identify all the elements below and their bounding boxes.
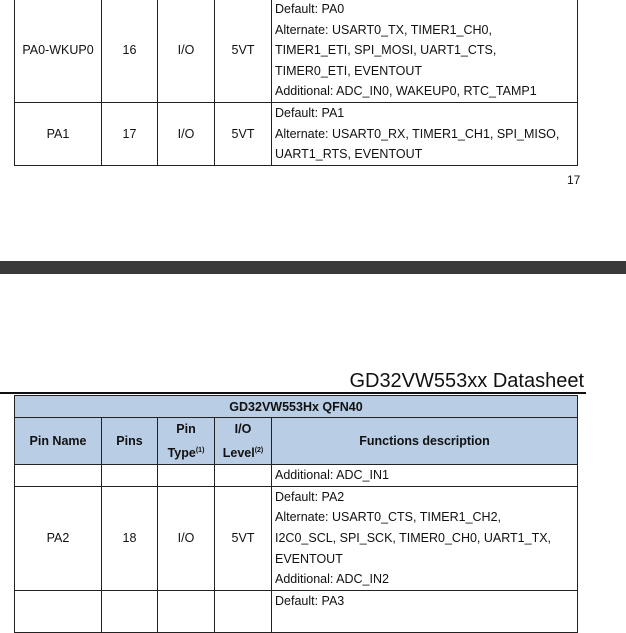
function-line: I2C0_SCL, SPI_SCK, TIMER0_CH0, UART1_TX, xyxy=(275,530,552,545)
table-row xyxy=(15,465,578,487)
table-header-row xyxy=(15,418,578,465)
pin-type-cell xyxy=(158,590,215,632)
pins-cell: 18 xyxy=(102,486,158,590)
title-rule xyxy=(0,392,586,394)
table-title-row xyxy=(15,396,578,418)
function-line: TIMER1_ETI, SPI_MOSI, UART1_CTS, xyxy=(275,43,497,58)
header-pins: Pins xyxy=(102,418,158,465)
header-pin-type xyxy=(158,418,215,465)
pins-cell: 17 xyxy=(102,102,158,165)
pin-type-cell xyxy=(158,465,215,487)
pins-cell xyxy=(102,590,158,632)
function-line: Default: PA1 xyxy=(275,105,345,120)
pin-name-cell: PA2 xyxy=(15,486,102,590)
function-line: Alternate: USART0_CTS, TIMER1_CH2, xyxy=(275,510,502,525)
pins-cell xyxy=(102,465,158,487)
function-line: Default: PA0 xyxy=(275,2,345,16)
pin-name-cell xyxy=(15,465,102,487)
table-row xyxy=(15,486,578,590)
function-line: Additional: ADC_IN1 xyxy=(275,468,389,483)
function-line: EVENTOUT xyxy=(275,551,343,566)
document-title: GD32VW553xx Datasheet xyxy=(349,370,584,392)
header-io-level-label: I/O Level xyxy=(222,422,255,461)
function-line: TIMER0_ETI, EVENTOUT xyxy=(275,63,423,78)
header-pin-type-label: Pin Type xyxy=(167,422,196,461)
function-line: Default: PA3 xyxy=(275,593,345,608)
footnote-marker: (2) xyxy=(254,447,264,454)
functions-cell xyxy=(272,590,578,632)
pin-type-cell: I/O xyxy=(158,102,215,165)
table-title: GD32VW553Hx QFN40 xyxy=(15,396,578,418)
pins-cell: 16 xyxy=(102,0,158,102)
io-level-cell xyxy=(215,465,272,487)
function-line: UART1_RTS, EVENTOUT xyxy=(275,147,423,162)
table-row xyxy=(15,102,578,165)
io-level-cell: 5VT xyxy=(215,0,272,102)
pin-type-cell: I/O xyxy=(158,486,215,590)
function-line xyxy=(275,611,574,632)
functions-cell xyxy=(272,102,578,165)
header-functions: Functions description xyxy=(272,418,578,465)
function-line: Additional: ADC_IN0, WAKEUP0, RTC_TAMP1 xyxy=(275,84,537,99)
functions-cell xyxy=(272,486,578,590)
table-row xyxy=(15,0,578,102)
page-number: 17 xyxy=(567,173,581,187)
table-row xyxy=(15,590,578,632)
function-line: Default: PA2 xyxy=(275,489,345,504)
functions-cell xyxy=(272,0,578,102)
function-line: Alternate: USART0_TX, TIMER1_CH0, xyxy=(275,22,492,37)
pin-table-page-17 xyxy=(14,0,578,166)
pin-type-cell: I/O xyxy=(158,0,215,102)
functions-cell xyxy=(272,465,578,487)
pin-name-cell: PA1 xyxy=(15,102,102,165)
footnote-marker: (1) xyxy=(195,447,205,454)
pin-name-cell xyxy=(15,590,102,632)
pin-name-cell: PA0-WKUP0 xyxy=(15,0,102,102)
function-line: Additional: ADC_IN2 xyxy=(275,572,389,587)
page-separator xyxy=(0,261,626,274)
io-level-cell xyxy=(215,590,272,632)
io-level-cell: 5VT xyxy=(215,486,272,590)
header-pin-name: Pin Name xyxy=(15,418,102,465)
function-line: Alternate: USART0_RX, TIMER1_CH1, SPI_MISO, xyxy=(275,126,560,141)
header-io-level xyxy=(215,418,272,465)
pin-table-page-18 xyxy=(14,395,578,633)
io-level-cell: 5VT xyxy=(215,102,272,165)
